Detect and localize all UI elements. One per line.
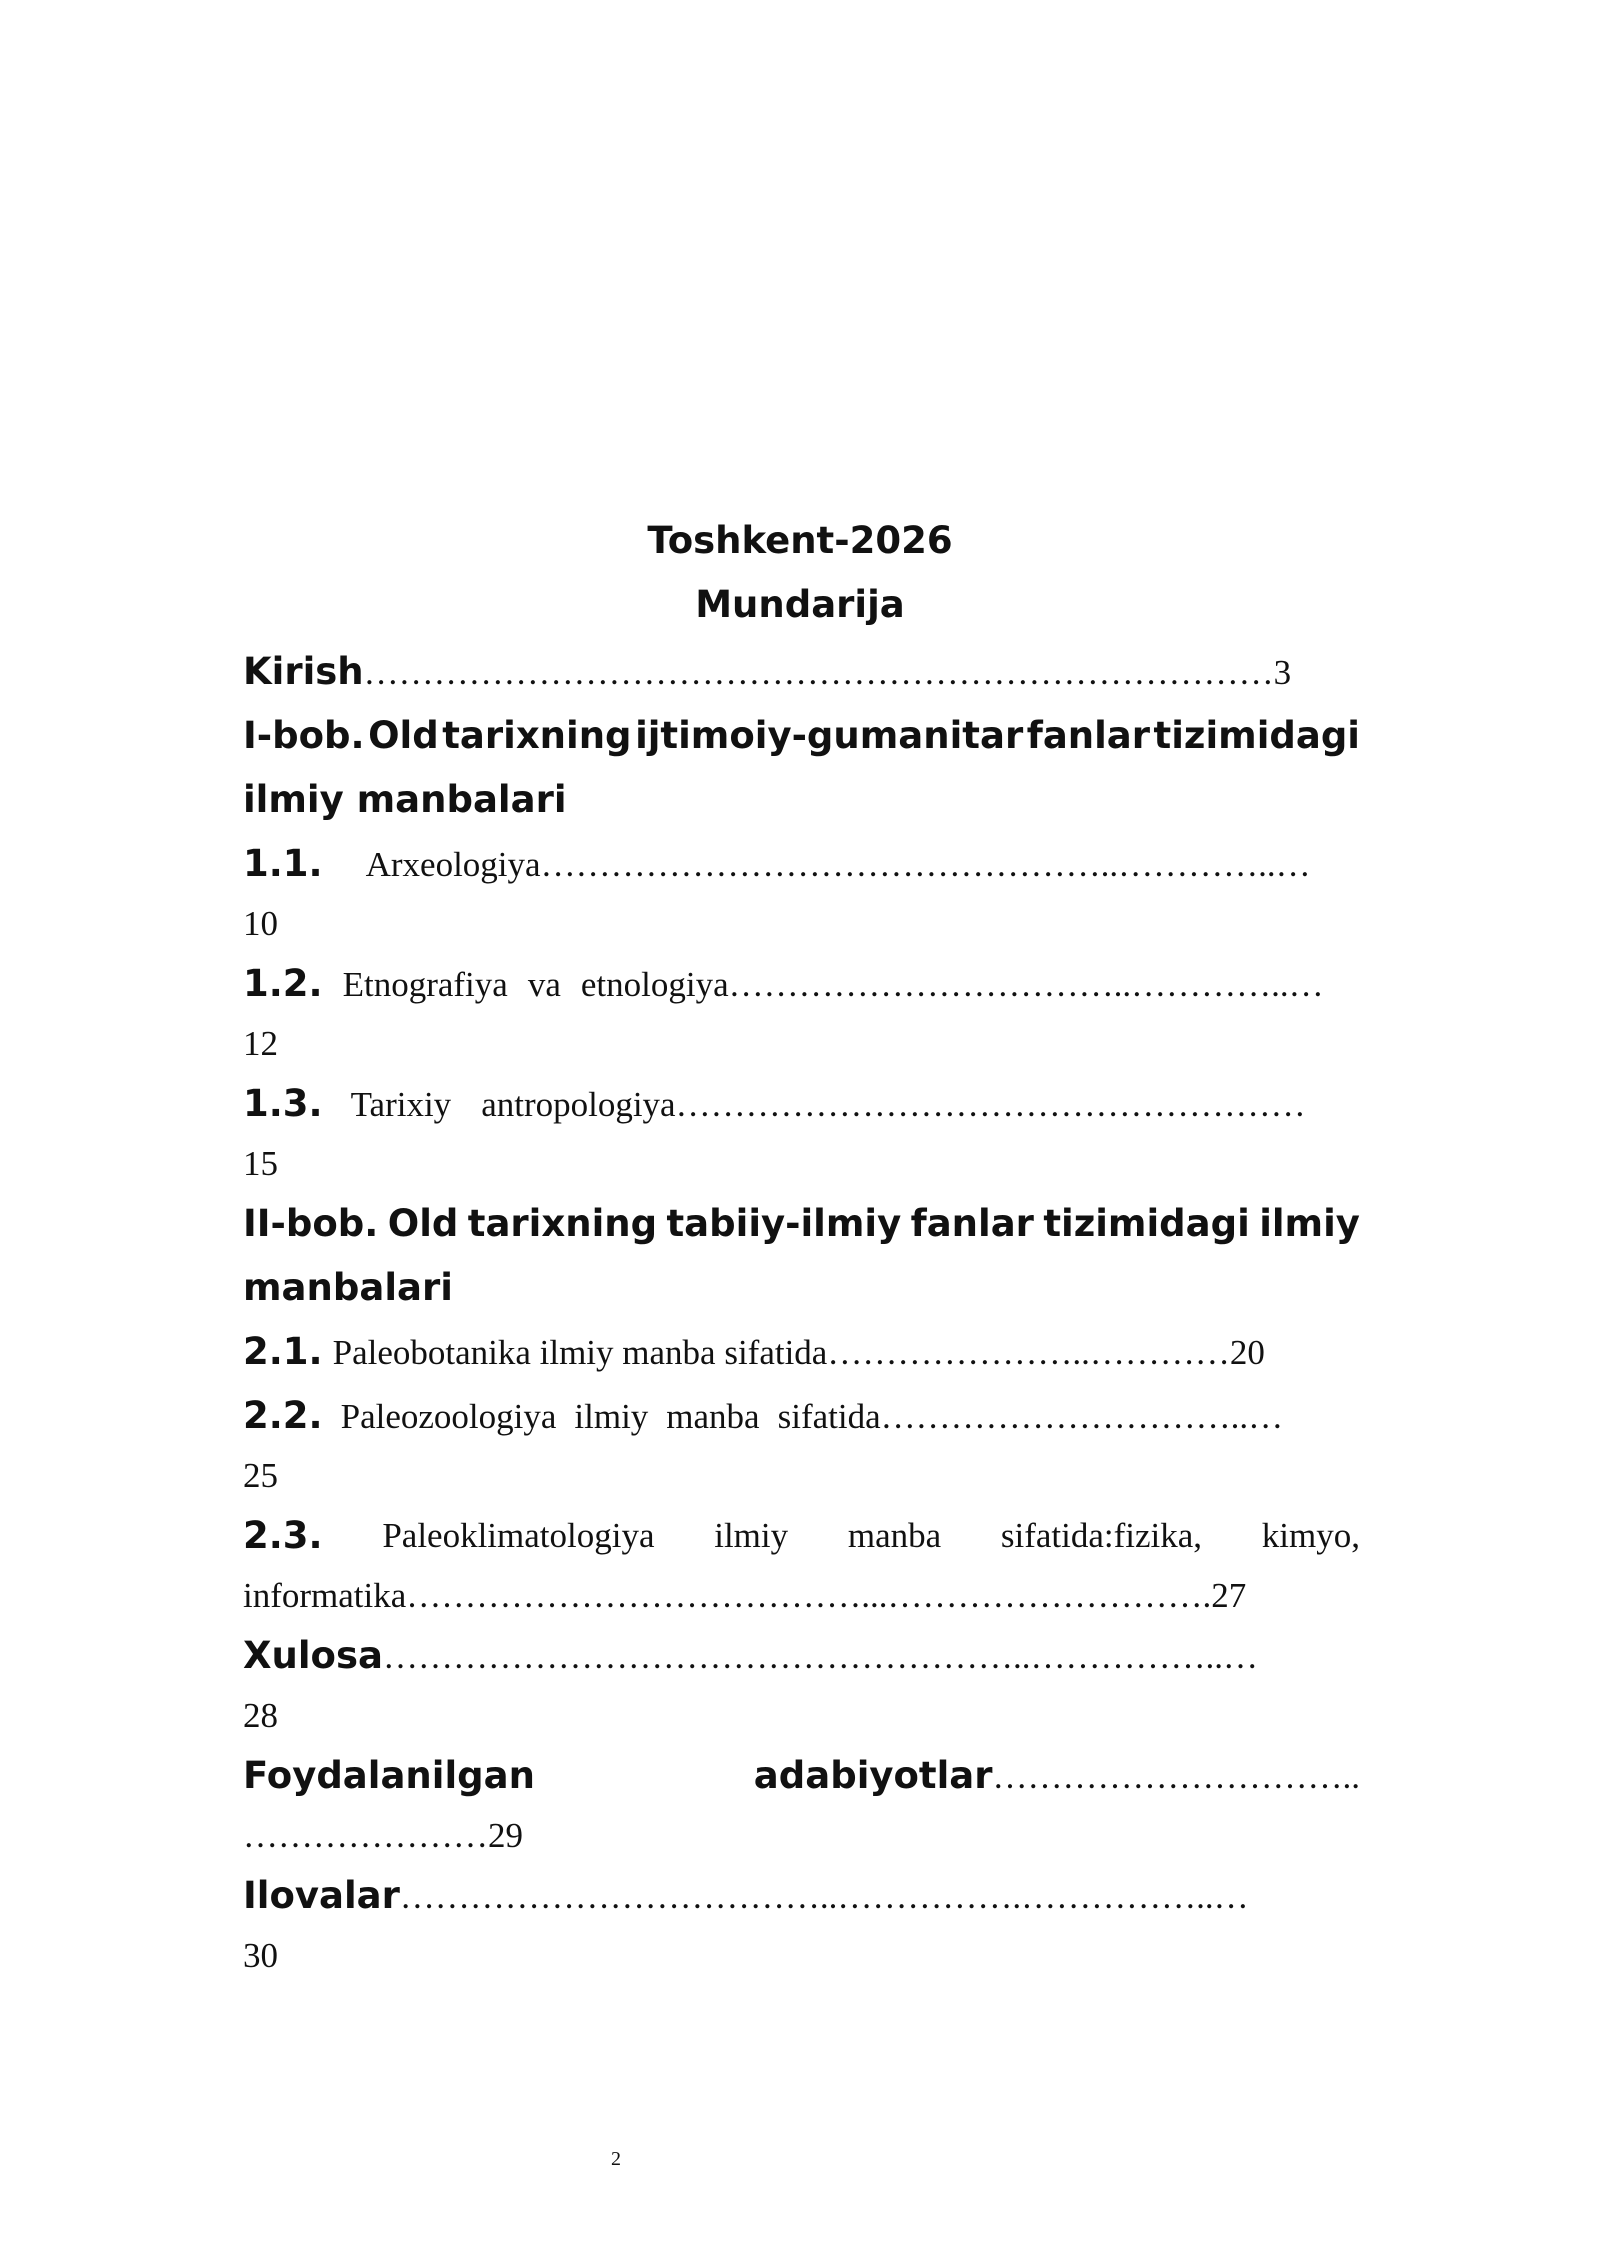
toc-page-number: 29 — [488, 1816, 523, 1855]
toc-entry-adabiyotlar-cont — [243, 1808, 1360, 1864]
toc-section-word: Paleozoologiya — [340, 1397, 557, 1436]
toc-section-text: Paleobotanika ilmiy manba sifatida — [332, 1333, 828, 1372]
toc-chapter-1-title[interactable] — [243, 704, 1360, 768]
toc-page-number: 3 — [1273, 653, 1292, 692]
toc-section-text: Arxeologiya — [365, 845, 541, 884]
toc-section-number: 1.3. — [243, 1082, 323, 1125]
toc-leader: …………………………………………………………………… — [363, 653, 1274, 692]
toc-chapter-2-title-cont: manbalari — [243, 1266, 453, 1309]
toc-section-word: ilmiy — [714, 1516, 789, 1555]
title-word: ilmiy — [1259, 1202, 1360, 1245]
toc-entry-kirish[interactable] — [243, 640, 1360, 704]
title-word: tabiiy-ilmiy — [666, 1202, 902, 1245]
title-word: tizimidagi — [1153, 714, 1360, 757]
title-word: ijtimoiy-gumanitar — [635, 714, 1024, 757]
toc-section-word: sifatida — [777, 1397, 881, 1436]
toc-page-number: 20 — [1229, 1333, 1265, 1372]
toc-entry-2-3[interactable] — [243, 1504, 1360, 1568]
toc-section-word: ilmiy — [574, 1397, 649, 1436]
toc-label-word: Foydalanilgan — [243, 1754, 535, 1797]
toc-section-number: 2.2. — [243, 1394, 323, 1437]
toc-entry-1-3[interactable] — [243, 1072, 1360, 1136]
toc-entry-2-3-cont — [243, 1568, 1360, 1624]
toc-section-word: etnologiya — [580, 965, 729, 1004]
title-word: II-bob. — [243, 1202, 379, 1245]
toc-section-number: 1.2. — [243, 962, 323, 1005]
page-number: 2 — [611, 2148, 621, 2170]
title-word: Old — [368, 714, 439, 757]
title-word: fanlar — [910, 1202, 1034, 1245]
toc-label: Ilovalar — [243, 1874, 400, 1917]
toc-page-number: 28 — [243, 1696, 278, 1735]
toc-leader: …………………………………………..…………..… — [540, 845, 1311, 884]
toc-leader: ………………… — [243, 1816, 488, 1855]
toc-entry-2-1[interactable] — [243, 1320, 1360, 1384]
toc-leader: …………………………………...………………………. — [406, 1576, 1212, 1615]
toc-label-word: adabiyotlar — [753, 1754, 993, 1797]
toc-section-word: Etnografiya — [342, 965, 508, 1004]
toc-page-number: 25 — [243, 1456, 278, 1495]
title-word: Old — [387, 1202, 459, 1245]
toc-chapter-1-title-cont: ilmiy manbalari — [243, 778, 567, 821]
city-year-heading: Toshkent-2026 — [647, 519, 953, 562]
toc-entry-2-2[interactable] — [243, 1384, 1360, 1448]
toc-page-number: 15 — [243, 1144, 278, 1183]
title-word: tarixning — [467, 1202, 658, 1245]
title-word: tarixning — [442, 714, 632, 757]
toc-leader: ……………………………..…………..… — [728, 965, 1324, 1004]
toc-page-number: 27 — [1211, 1576, 1247, 1615]
toc-entry-1-1[interactable] — [243, 832, 1360, 896]
toc-section-word: antropologiya — [481, 1085, 676, 1124]
toc-entry-adabiyotlar[interactable] — [243, 1744, 1360, 1808]
toc-page-number: 12 — [243, 1024, 278, 1063]
toc-section-word: sifatida:fizika, — [1000, 1516, 1203, 1555]
title-word: tizimidagi — [1043, 1202, 1250, 1245]
toc-leader: ………………………….. — [992, 1757, 1360, 1796]
toc-section-word: manba — [847, 1516, 942, 1555]
toc-entry-xulosa[interactable] — [243, 1624, 1360, 1688]
toc-section-number: 2.1. — [243, 1330, 323, 1373]
toc-chapter-2-title[interactable] — [243, 1192, 1360, 1256]
title-word: I-bob. — [243, 714, 365, 757]
toc-entry-ilovalar[interactable] — [243, 1864, 1360, 1928]
toc-section-word: Paleoklimatologiya — [382, 1516, 655, 1555]
toc-section-word: kimyo, — [1261, 1516, 1360, 1555]
toc-page-number: 10 — [243, 904, 278, 943]
toc-section-text: informatika — [243, 1576, 407, 1615]
toc-section-word: Tarixiy — [350, 1085, 452, 1124]
toc-leader: …………………..………… — [827, 1333, 1230, 1372]
toc-title: Mundarija — [695, 583, 905, 626]
toc-label: Xulosa — [243, 1634, 383, 1677]
toc-label: Kirish — [243, 650, 364, 693]
table-of-contents — [243, 640, 1360, 1984]
toc-leader: ………………………………………………..……………..… — [382, 1637, 1258, 1676]
toc-page-number: 30 — [243, 1936, 278, 1975]
toc-entry-1-2[interactable] — [243, 952, 1360, 1016]
toc-section-number: 2.3. — [243, 1514, 323, 1557]
toc-section-number: 1.1. — [243, 842, 323, 885]
title-word: fanlar — [1026, 714, 1151, 757]
toc-leader: …………………………..… — [880, 1397, 1284, 1436]
toc-leader: ……………………………………………… — [675, 1085, 1306, 1124]
toc-section-word: va — [527, 965, 561, 1004]
toc-leader: ………………………………..…………….……………..… — [399, 1877, 1249, 1916]
toc-section-word: manba — [666, 1397, 760, 1436]
